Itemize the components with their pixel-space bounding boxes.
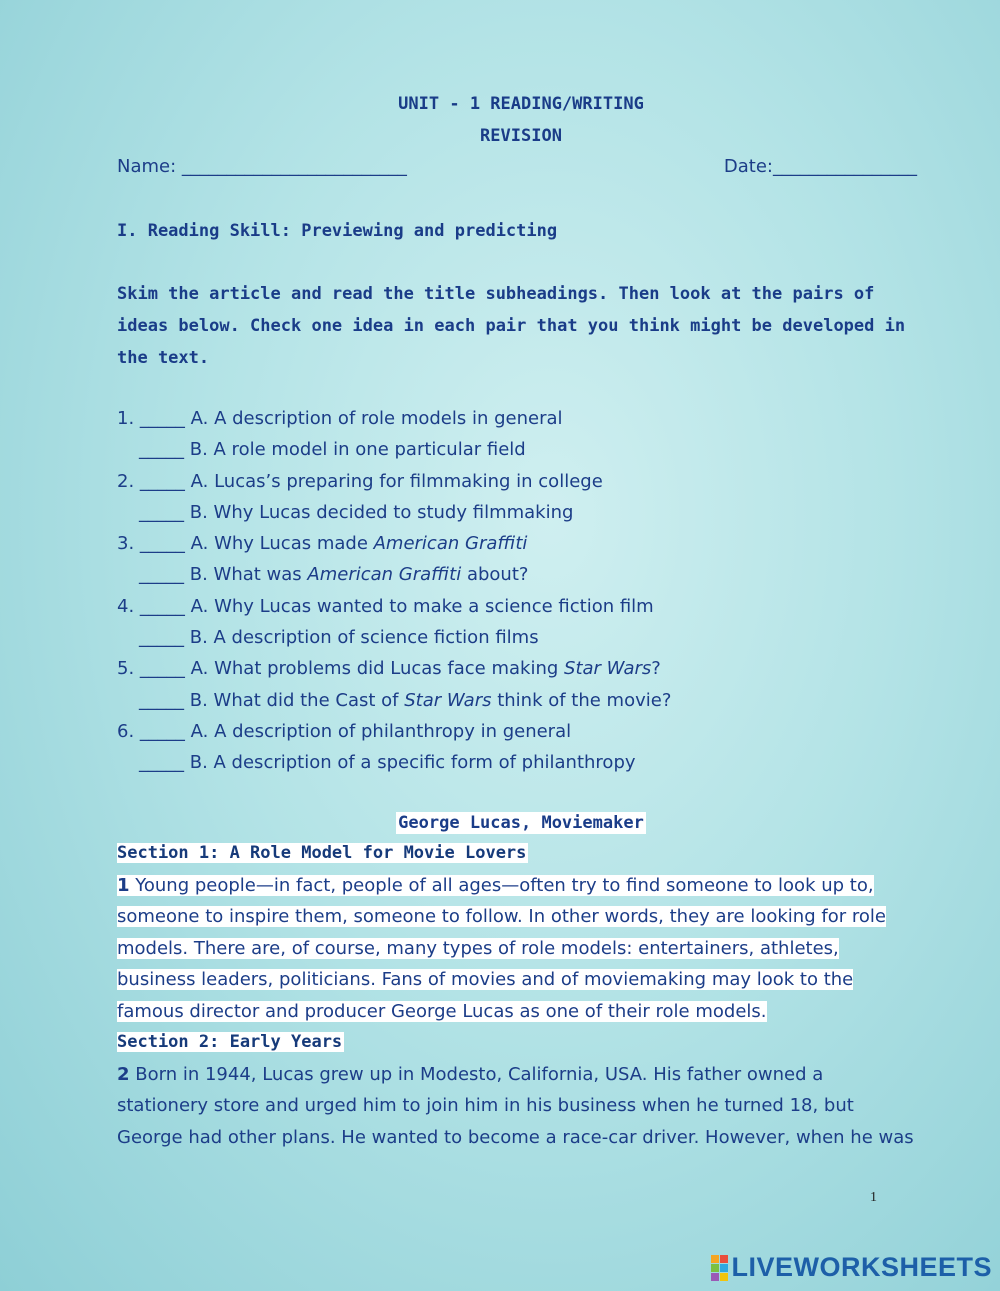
answer-blank[interactable]: _____ <box>139 752 184 774</box>
unit-title: UNIT - 1 READING/WRITING <box>398 94 644 114</box>
name-field[interactable]: Name: _________________________ <box>117 156 407 177</box>
question-1a: 1. _____ A. A description of role models in general <box>117 408 563 429</box>
instructions: Skim the article and read the title subheadings. Then look at the pairs of ideas below. Check one idea in each pair that you think might be developed in the text. <box>117 284 906 368</box>
article <box>117 808 917 1153</box>
question-4b: _____ B. A description of science fiction films <box>139 627 539 649</box>
answer-blank[interactable]: _____ <box>139 720 185 742</box>
reading-skill-title: I. Reading Skill: Previewing and predicting <box>117 221 558 241</box>
revision-subtitle: REVISION <box>480 126 562 146</box>
article-paragraph: 1 Young people—in fact, people of all ages—often try to find someone to look up to, someone to inspire them, someone to follow. In other words, they are looking for role models. There are, of course, many types of role models: entertainers, athletes, business leaders, politicians. Fans of movies and of moviemaking may look to the famous director and producer George Lucas as one of their role models. <box>117 874 886 1022</box>
date-field[interactable]: Date:________________ <box>723 156 917 177</box>
question-5b: _____ B. What did the Cast of Star Wars think of the movie? <box>139 689 672 711</box>
answer-blank[interactable]: _____ <box>139 595 185 617</box>
page-number: 1 <box>870 1190 877 1205</box>
liveworksheets-logo <box>711 1252 992 1283</box>
question-5a: 5. _____ A. What problems did Lucas face making Star Wars? <box>117 658 661 680</box>
answer-blank[interactable]: _____ <box>139 439 184 461</box>
answer-blank[interactable]: _____ <box>139 501 184 523</box>
article-section-heading: Section 1: A Role Model for Movie Lovers <box>117 843 527 863</box>
answer-blank[interactable]: _____ <box>139 470 185 492</box>
name-date-row <box>117 152 917 182</box>
question-list <box>117 403 917 779</box>
answer-blank[interactable]: _____ <box>139 533 185 555</box>
question-6a: 6. _____ A. A description of philanthropy in general <box>117 720 572 742</box>
article-paragraph: 2 Born in 1944, Lucas grew up in Modesto, California, USA. His father owned a stationery store and urged him to join him in his business when he turned 18, but George had other plans. He wanted to become a race-car driver. However, when he was <box>117 1063 914 1148</box>
question-2a: 2. _____ A. Lucas’s preparing for filmmaking in college <box>117 470 603 492</box>
question-3b: _____ B. What was American Graffiti about? <box>139 564 529 586</box>
answer-blank[interactable]: _____ <box>139 658 185 680</box>
answer-blank[interactable]: _____ <box>139 689 184 711</box>
question-2b: _____ B. Why Lucas decided to study filmmaking <box>139 501 574 523</box>
question-6b: _____ B. A description of a specific form of philanthropy <box>139 752 636 774</box>
answer-blank[interactable]: _____ <box>139 564 184 586</box>
article-title: George Lucas, Moviemaker <box>398 813 644 833</box>
worksheet <box>117 88 917 779</box>
question-3a: 3. _____ A. Why Lucas made American Graffiti <box>117 533 528 555</box>
liveworksheets-logo-text: LIVEWORKSHEETS <box>731 1252 992 1282</box>
question-4a: 4. _____ A. Why Lucas wanted to make a science fiction film <box>117 595 654 617</box>
question-1b: _____ B. A role model in one particular field <box>139 439 526 461</box>
answer-blank[interactable]: _____ <box>139 408 185 429</box>
answer-blank[interactable]: _____ <box>139 627 184 649</box>
liveworksheets-logo-icon <box>711 1255 728 1281</box>
article-section-heading: Section 2: Early Years <box>117 1032 343 1052</box>
